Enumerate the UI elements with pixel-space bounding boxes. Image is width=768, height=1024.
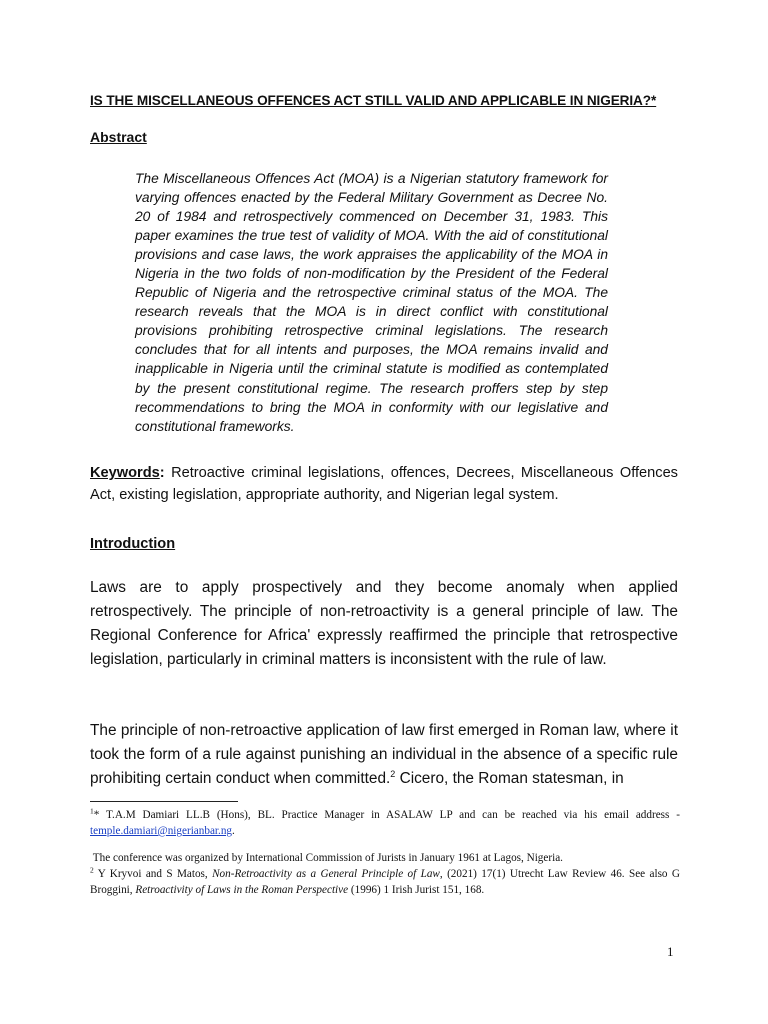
footnote-2 <box>90 866 680 898</box>
footnotes <box>90 807 680 898</box>
footnote-2-part-3: (1996) 1 Irish Jurist 151, 168. <box>348 884 485 896</box>
keywords-colon: : <box>159 465 165 481</box>
keywords-text: Retroactive criminal legislations, offences, Decrees, Miscellaneous Offences Act, existing legislation, appropriate authority, and Nigerian legal system. <box>90 465 678 503</box>
footnote-ref-2[interactable]: 2 <box>390 768 396 779</box>
footnote-separator <box>90 801 238 802</box>
footnote-conference-text: The conference was organized by International Commission of Jurists in January 1961 at Lagos, Nigeria. <box>92 852 563 864</box>
abstract-body: The Miscellaneous Offences Act (MOA) is a Nigerian statutory framework for varying offences enacted by the Federal Military Government as Decree No. 20 of 1984 and retrospectively commenced on December 31, 1983. This paper examines the true test of validity of MOA. With the aid of constitutional provisions and case laws, the work appraises the applicability of the MOA in Nigeria in the two folds of non-modification by the President of the Federal Republic of Nigeria and the retrospective criminal status of the MOA. The research reveals that the MOA is in direct conflict with constitutional provisions prohibiting retrospective criminal legislations. The research concludes that for all intents and purposes, the MOA remains invalid and inapplicable in Nigeria until the criminal statute is modified as contemplated by the present constitutional regime. The research proffers step by step recommendations to bring the MOA in conformity with our legislative and constitutional frameworks. <box>135 171 608 434</box>
keywords-label: Keywords <box>90 465 160 481</box>
footnote-conference <box>90 850 680 866</box>
author-email-link[interactable]: temple.damiari@nigerianbar.ng <box>90 825 233 837</box>
paragraph-2-continuation: Cicero, the Roman statesman, in <box>395 770 624 787</box>
paper-title-text: IS THE MISCELLANEOUS OFFENCES ACT STILL VALID AND APPLICABLE IN NIGERIA? <box>90 93 651 108</box>
title-footnote-star: * <box>650 93 657 108</box>
footnote-1 <box>90 807 680 839</box>
footnote-2-title-2: Retroactivity of Laws in the Roman Perspective <box>135 884 349 896</box>
footnote-2-title-1: Non-Retroactivity as a General Principle of Law <box>212 868 440 880</box>
footnote-1-text: * T.A.M Damiari LL.B (Hons), BL. Practice Manager in ASALAW LP and can be reached via his email address - <box>93 809 680 821</box>
footnote-2-part-1: Y Kryvoi and S Matos, <box>93 868 213 880</box>
introduction-heading: Introduction <box>90 536 176 552</box>
paragraph-2-text: The principle of non-retroactive application of law first emerged in Roman law, where it took the form of a rule against punishing an individual in the absence of a specific rule prohibiting certain conduct when committed. <box>90 722 678 787</box>
footnote-1-mark: 1 <box>90 806 94 816</box>
abstract-heading: Abstract <box>90 129 147 145</box>
footnote-1-end: . <box>232 825 235 837</box>
footnote-2-mark: 2 <box>90 865 94 875</box>
introduction-paragraph-2 <box>90 719 678 791</box>
paper-title <box>90 93 690 108</box>
page-number: 1 <box>667 944 674 959</box>
footnote-2-part-2: , (2021) 17(1) Utrecht Law Review 46. See also G Broggini, <box>90 868 680 896</box>
keywords-section <box>90 462 678 506</box>
introduction-paragraph-1: Laws are to apply prospectively and they become anomaly when applied retrospectively. The principle of non-retroactivity is a general principle of law. The Regional Conference for Africa' expressly reaffirmed the principle that retrospective legislation, particularly in criminal matters is inconsistent with the rule of law. <box>90 579 678 668</box>
